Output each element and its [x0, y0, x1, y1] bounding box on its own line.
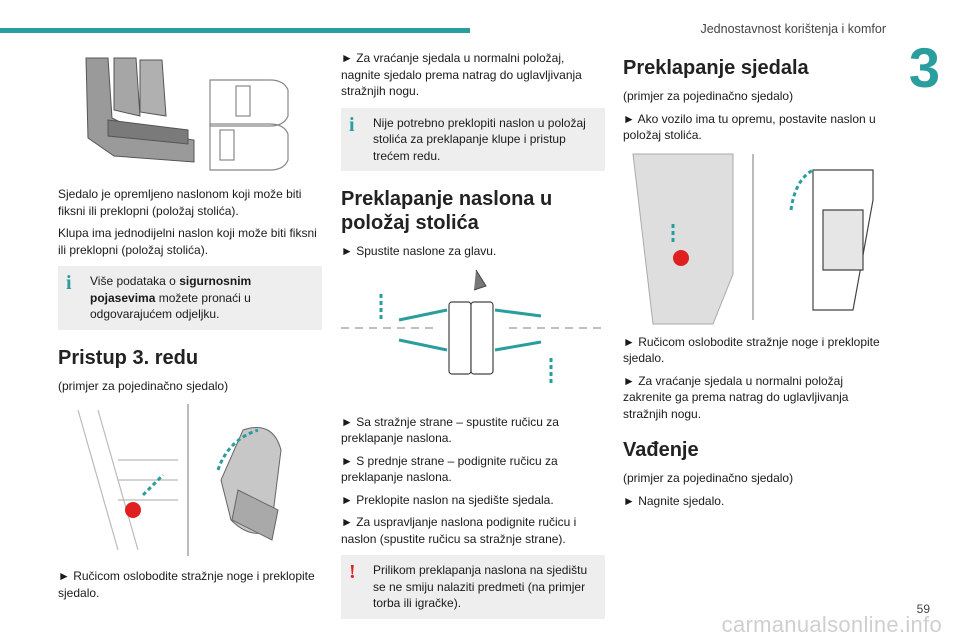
info-note-fold: i Nije potrebno preklopiti naslon u položaj stolića za preklapanje klupe i pristup trećem redu. [341, 108, 605, 172]
seat-description-2: Klupa ima jednodijelni naslon koji može biti fiksni ili preklopni (položaj stolića). [58, 226, 317, 257]
seat-fold-illustration [623, 150, 885, 326]
step-tilt-seat: ► Nagnite sjedalo. [623, 493, 885, 510]
seat-overview-illustration [58, 50, 322, 178]
heading-fold-seats: Preklapanje sjedala [623, 57, 809, 79]
page-number: 59 [916, 602, 930, 616]
chapter-number: 3 [908, 36, 940, 99]
step-return-seat: ► Za vraćanje sjedala u normalni položaj, nagnite sjedalo prema natrag do uglavljivanja stražnjih nogu. [341, 50, 605, 100]
third-row-access-illustration [58, 400, 322, 560]
backrest-fold-illustration [341, 266, 605, 406]
step-raise-backrest: ► Za uspravljanje naslona podignite ručicu i naslon (spustite ručicu sa stražnje strane). [341, 514, 605, 547]
column-3 [623, 50, 885, 515]
step-rear-lever-down: ► Sa stražnje strane – spustite ručicu za preklapanje naslona. [341, 414, 605, 447]
warning-icon: ! [349, 561, 356, 583]
step-table-position: ► Ako vozilo ima tu opremu, postavite naslon u položaj stolića. [623, 111, 885, 144]
example-label-removal: (primjer za pojedinačno sjedalo) [623, 471, 794, 485]
header-accent-bar [0, 28, 470, 33]
heading-removal: Vađenje [623, 439, 699, 461]
seat-description-1: Sjedalo je opremljeno naslonom koji može biti fiksni ili preklopni (položaj stolića). [58, 187, 302, 218]
column-1 [58, 50, 322, 607]
step-release-legs-fold: ► Ručicom oslobodite stražnje noge i preklopite sjedalo. [623, 334, 885, 367]
watermark: carmanualsonline.info [721, 612, 942, 637]
warning-note: ! Prilikom preklapanja naslona na sjedištu se ne smiju nalaziti predmeti (na primjer torba ili igračke). [341, 555, 605, 619]
step-return-seat-normal: ► Za vraćanje sjedala u normalni položaj zakrenite ga prema natrag do uglavljivanja stražnjih nogu. [623, 373, 885, 423]
column-2 [341, 50, 605, 629]
seatbelts-link-text: sigurnosnim pojasevima [90, 274, 252, 305]
heading-fold-backrest: Preklapanje naslona u položaj stolića [341, 188, 553, 234]
step-lower-headrests: ► Spustite naslone za glavu. [341, 243, 605, 260]
step-fold-backrest: ► Preklopite naslon na sjedište sjedala. [341, 492, 605, 509]
step-release-legs: ► Ručicom oslobodite stražnje noge i preklopite sjedalo. [58, 568, 322, 601]
step-front-lever-up: ► S prednje strane – podignite ručicu za preklapanje naslona. [341, 453, 605, 486]
example-label: (primjer za pojedinačno sjedalo) [623, 89, 794, 103]
example-label: (primjer za pojedinačno sjedalo) [58, 378, 229, 393]
info-note-seatbelts: i Više podataka o sigurnosnim pojasevima možete pronaći u odgovarajućem odjeljku. [58, 266, 322, 330]
info-icon: i [349, 113, 355, 136]
heading-third-row-access: Pristup 3. redu [58, 346, 199, 369]
info-icon: i [66, 272, 72, 294]
section-title: Jednostavnost korištenja i komfor [700, 22, 886, 36]
